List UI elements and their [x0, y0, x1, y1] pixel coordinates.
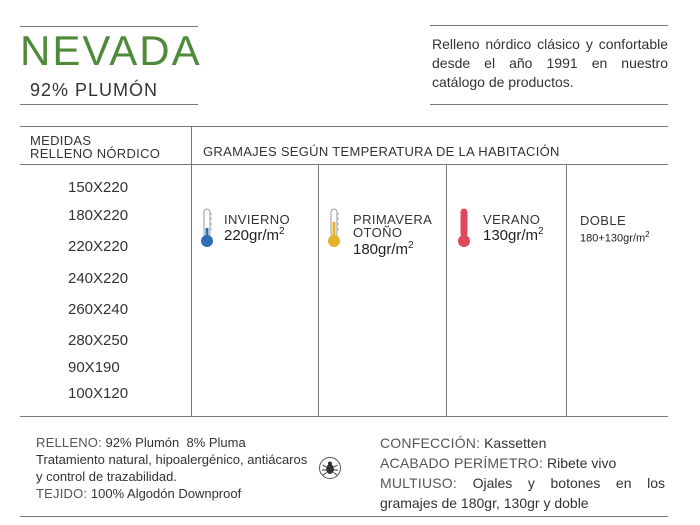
size-item: 240X220: [68, 270, 129, 287]
season-weight: $130gr/m^2$: [483, 226, 544, 244]
thermometer-hot-icon: [457, 208, 471, 248]
brand-subtitle: 92% PLUMÓN: [30, 80, 159, 100]
relleno-value: 92% Plumón 8% Pluma: [105, 435, 246, 450]
season-name: PRIMAVERA: [353, 212, 433, 227]
season-weight: $220gr/m^2$: [224, 226, 285, 244]
season-weight: $180gr/m^2$: [353, 240, 414, 258]
multiuso-value: Ojales y botones en los: [472, 475, 666, 491]
thermometer-cold-icon: [200, 208, 214, 248]
season-name: VERANO: [483, 212, 541, 227]
size-item: 220X220: [68, 238, 129, 255]
desc-top-rule: [430, 25, 668, 26]
table-divider-sizes: [191, 126, 192, 416]
footer-bottom-rule: [20, 516, 668, 517]
multiuso-label: MULTIUSO:: [380, 475, 457, 491]
weights-header: GRAMAJES SEGÚN TEMPERATURA DE LA HABITACIÓN: [203, 144, 560, 159]
tejido-value: 100% Algodón Downproof: [90, 486, 242, 501]
sizes-header-line1: MEDIDAS: [30, 133, 92, 148]
confeccion-value: Kassetten: [484, 435, 547, 451]
sizes-header-line2: RELLENO NÓRDICO: [30, 146, 161, 161]
dust-mite-icon: [318, 456, 342, 480]
table-divider-1: [318, 164, 319, 416]
thermometer-mild-icon: [327, 208, 341, 248]
table-bottom-rule: [20, 416, 668, 417]
treatment-line2: y control de trazabilidad.: [36, 469, 177, 484]
table-divider-2: [446, 164, 447, 416]
desc-bottom-rule: [430, 104, 668, 105]
season-name-2: OTOÑO: [353, 225, 403, 240]
size-item: 180X220: [68, 207, 129, 224]
footer-right: [380, 433, 665, 513]
table-divider-3: [566, 164, 567, 416]
product-description: Relleno nórdico clásico y confortable desde el año 1991 en nuestro catálogo de productos.: [432, 36, 668, 90]
table-top-rule: [20, 126, 668, 127]
confeccion-label: CONFECCIÓN:: [380, 435, 481, 451]
brand-name: NEVADA: [20, 27, 202, 74]
tejido-label: TEJIDO:: [36, 486, 88, 501]
double-name: DOBLE: [580, 213, 627, 228]
size-item: 260X240: [68, 301, 129, 318]
size-item: 280X250: [68, 332, 129, 349]
multiuso-line2: gramajes de 180gr, 130gr y doble: [380, 495, 589, 511]
size-item: 100X120: [68, 385, 129, 402]
double-weight: $180+130gr/m^2$: [580, 230, 650, 245]
footer-left: [36, 434, 326, 502]
table-header-rule: [20, 164, 668, 165]
acabado-label: ACABADO PERÍMETRO:: [380, 455, 544, 471]
treatment-line1: Tratamiento natural, hipoalergénico, antiácaros: [36, 452, 308, 467]
brand-bottom-rule: [20, 104, 198, 105]
size-item: 90X190: [68, 359, 120, 376]
relleno-label: RELLENO:: [36, 435, 102, 450]
season-name: INVIERNO: [224, 212, 291, 227]
acabado-value: Ribete vivo: [546, 455, 617, 471]
size-item: 150X220: [68, 179, 129, 196]
